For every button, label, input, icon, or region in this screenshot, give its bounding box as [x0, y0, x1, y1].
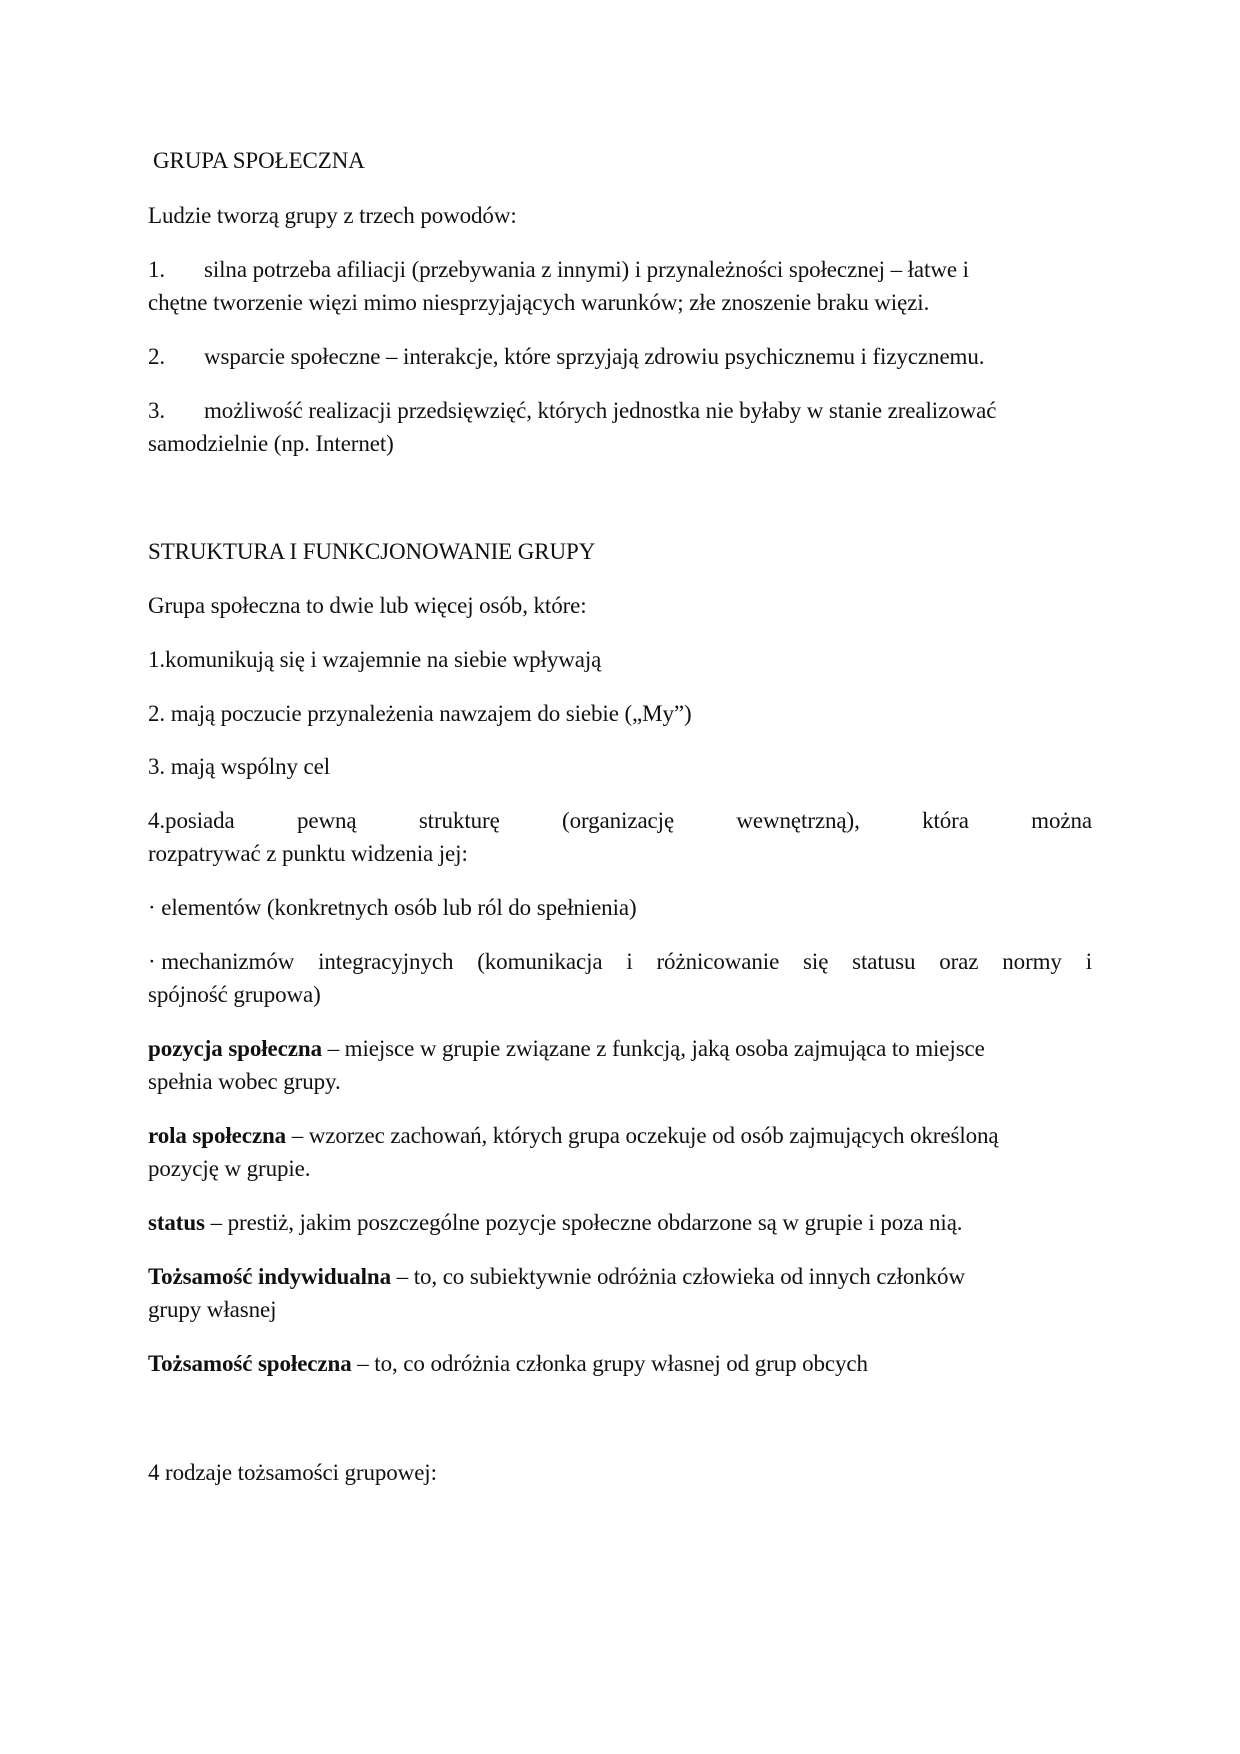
term-label: rola społeczna: [148, 1123, 287, 1148]
section-heading: STRUKTURA I FUNKCJONOWANIE GRUPY: [148, 539, 596, 564]
intro-line: Ludzie tworzą grupy z trzech powodów:: [148, 203, 517, 228]
identity-types-line: 4 rodzaje tożsamości grupowej:: [148, 1460, 437, 1485]
reason-1-continuation: chętne tworzenie więzi mimo niesprzyjających warunków; złe znoszenie braku więzi.: [148, 290, 930, 315]
term-definition: – to, co subiektywnie odróżnia człowieka od innych członków: [391, 1264, 965, 1289]
trait-4-continuation: rozpatrywać z punktu widzenia jej:: [148, 841, 468, 866]
bullet-word: statusu: [852, 949, 916, 974]
term-social-role-continuation: pozycję w grupie.: [148, 1156, 311, 1181]
reason-number: 2.: [148, 344, 166, 369]
trait-1: 1.komunikują się i wzajemnie na siebie wpływają: [148, 647, 602, 672]
bullet-word: różnicowanie: [656, 949, 780, 974]
term-social-position: [148, 1034, 985, 1064]
trait-4-word: która: [922, 808, 969, 833]
bullet-mechanisms-continuation: spójność grupowa): [148, 982, 321, 1007]
trait-4: [148, 806, 1092, 836]
term-social-role: [148, 1121, 999, 1151]
trait-3: 3. mają wspólny cel: [148, 754, 331, 779]
term-social-position-continuation: spełnia wobec grupy.: [148, 1069, 341, 1094]
term-individual-identity-continuation: grupy własnej: [148, 1297, 277, 1322]
reason-2: [148, 342, 984, 372]
bullet-word: oraz: [939, 949, 979, 974]
term-label: pozycja społeczna: [148, 1036, 322, 1061]
term-status: [148, 1208, 962, 1238]
reason-text: silna potrzeba afiliacji (przebywania z innymi) i przynależności społecznej – łatwe i: [204, 257, 969, 282]
term-definition: – miejsce w grupie związane z funkcją, jaką osoba zajmująca to miejsce: [321, 1036, 985, 1061]
reason-3-continuation: samodzielnie (np. Internet): [148, 431, 394, 456]
document-title: GRUPA SPOŁECZNA: [153, 148, 365, 173]
bullet-word: i: [626, 949, 633, 974]
term-social-identity: [148, 1349, 868, 1379]
reason-3: [148, 396, 996, 426]
term-label: Tożsamość indywidualna: [148, 1264, 391, 1289]
reason-1: [148, 255, 969, 285]
term-label: status: [148, 1210, 205, 1235]
trait-4-word: 4.posiada: [148, 808, 235, 833]
trait-4-word: można: [1031, 808, 1092, 833]
term-label: Tożsamość społeczna: [148, 1351, 352, 1376]
bullet-word: normy: [1002, 949, 1062, 974]
trait-2: 2. mają poczucie przynależenia nawzajem do siebie („My”): [148, 701, 692, 726]
bullet-mechanisms: [148, 947, 1092, 977]
bullet-elements: · elementów (konkretnych osób lub ról do spełnienia): [148, 895, 637, 920]
reason-number: 3.: [148, 398, 166, 423]
trait-4-word: pewną: [296, 808, 357, 833]
term-individual-identity: [148, 1262, 965, 1292]
term-definition: – to, co odróżnia członka grupy własnej od grup obcych: [351, 1351, 868, 1376]
trait-4-word: wewnętrzną),: [736, 808, 860, 833]
bullet-word: · mechanizmów: [148, 949, 295, 974]
bullet-word: się: [803, 949, 829, 974]
reason-text: możliwość realizacji przedsięwzięć, których jednostka nie byłaby w stanie zrealizować: [204, 398, 997, 423]
bullet-word: integracyjnych: [318, 949, 454, 974]
trait-4-word: (organizację: [562, 808, 675, 833]
term-definition: – prestiż, jakim poszczególne pozycje społeczne obdarzone są w grupie i poza nią.: [204, 1210, 963, 1235]
trait-4-word: strukturę: [418, 808, 500, 833]
reason-text: wsparcie społeczne – interakcje, które sprzyjają zdrowiu psychicznemu i fizycznemu.: [204, 344, 985, 369]
reason-number: 1.: [148, 257, 166, 282]
definition-line: Grupa społeczna to dwie lub więcej osób, które:: [148, 593, 587, 618]
term-definition: – wzorzec zachowań, których grupa oczekuje od osób zajmujących określoną: [286, 1123, 999, 1148]
bullet-word: (komunikacja: [477, 949, 603, 974]
bullet-word: i: [1085, 949, 1092, 974]
